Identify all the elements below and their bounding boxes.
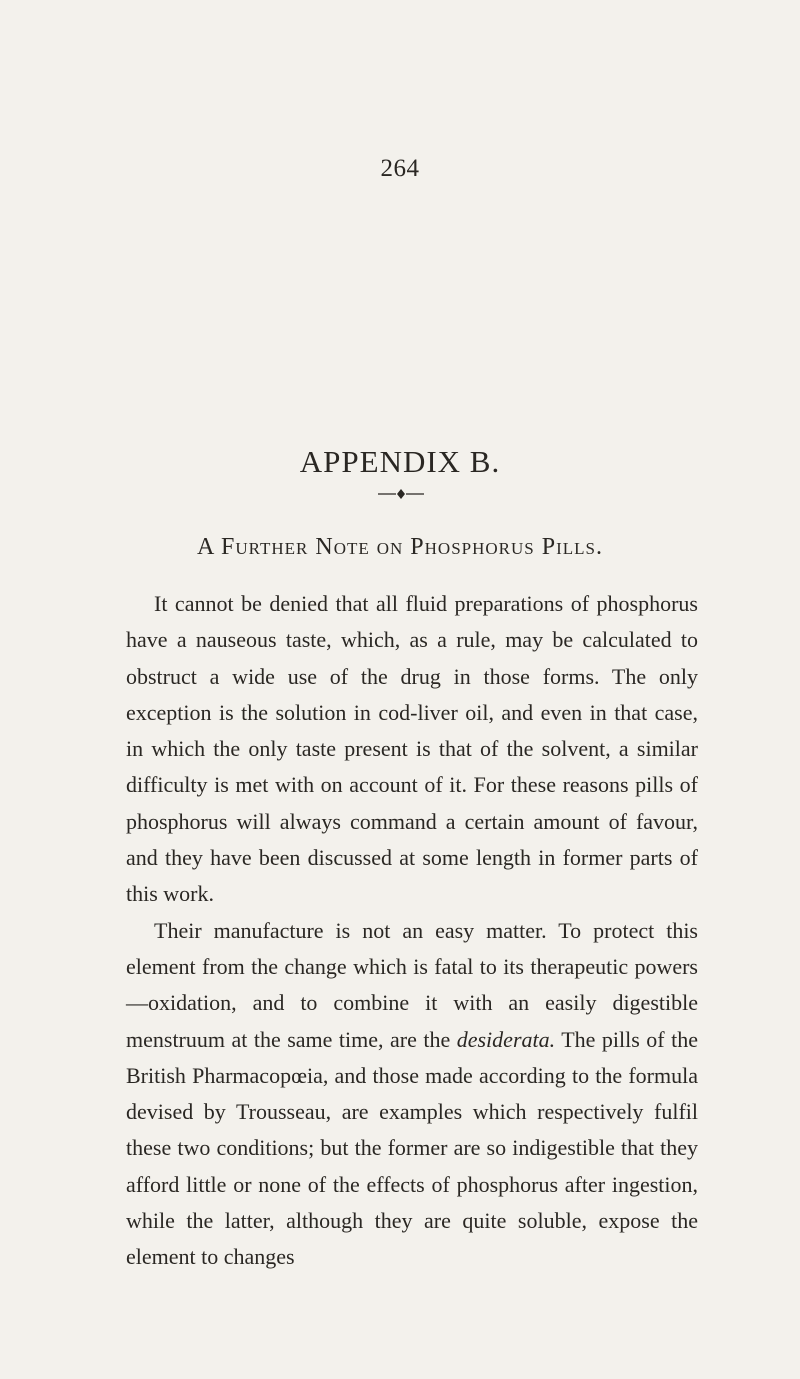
paragraph-2-text-continued: The pills of the British Pharmacopœia, and those made according to the formula devised by Trousseau, are examples which respectively fulfil these two conditions; but the former are so indigestible that they afford little or none of the effects of phosphorus after ingestion, while the latter, although they are quite soluble, expose the element to changes — [126, 1026, 698, 1270]
italic-term: desiderata. — [456, 1026, 556, 1052]
paragraph-1: It cannot be denied that all fluid preparations of phosphorus have a nauseous taste, which, as a rule, may be calculated to obstruct a wide use of the drug in those forms. The only exception is the solution in cod-liver oil, and even in that case, in which the only taste present is that of the solvent, a similar difficulty is met with on account of it. For these reasons pills of phosphorus will always command a certain amount of favour, and they have been discussed at some length in former parts of this work. — [126, 591, 698, 907]
page-number: 264 — [380, 155, 420, 182]
diamond-rule-icon — [376, 488, 426, 500]
paragraph-2 — [126, 913, 698, 1276]
appendix-title: APPENDIX B. — [299, 444, 501, 479]
paragraph-2-text: Their manufacture is not an easy matter. To protect this element from the change which is fatal to its therapeutic powers—oxidation, and to combine it with an easily digestible menstruum at the same time, are the — [126, 917, 698, 1052]
body-text — [126, 586, 698, 1276]
section-title: A Further Note on Phosphorus Pills. — [197, 534, 603, 560]
